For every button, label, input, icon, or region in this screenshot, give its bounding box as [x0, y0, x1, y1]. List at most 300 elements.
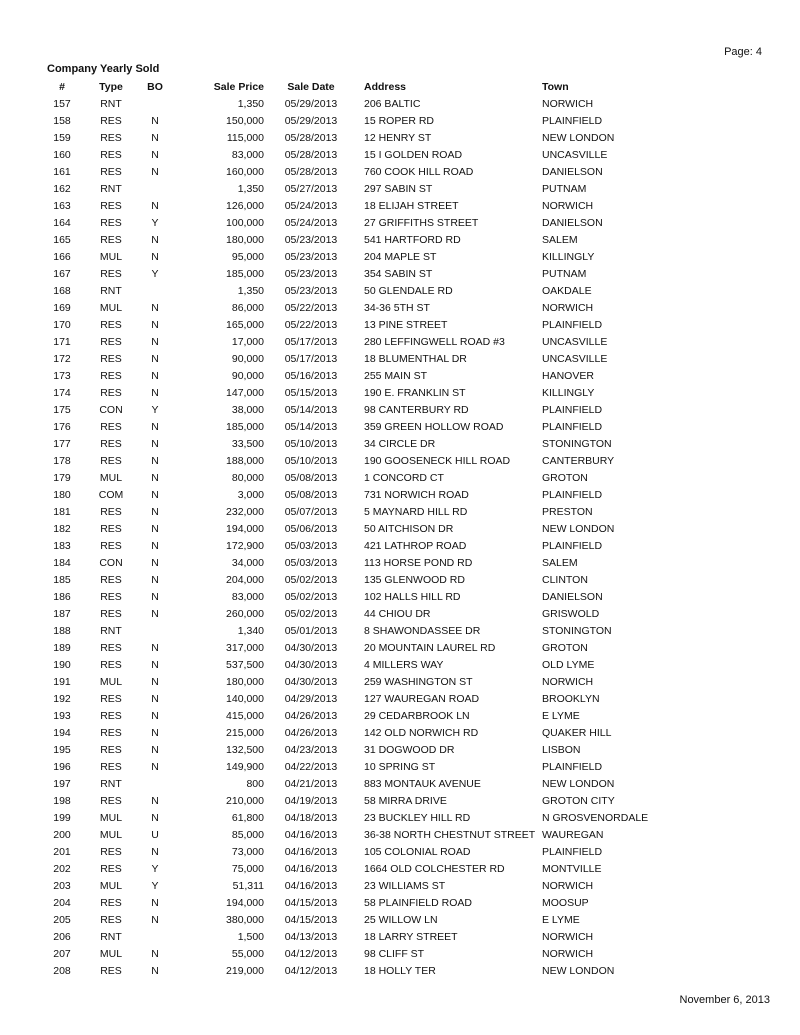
cell-number: 205 — [53, 913, 71, 926]
cell-address: 105 COLONIAL ROAD — [364, 845, 471, 858]
cell-sale-price: 73,000 — [231, 845, 264, 858]
cell-type: RES — [100, 539, 122, 552]
cell-bo: N — [151, 760, 159, 773]
cell-bo: N — [151, 335, 159, 348]
cell-address: 44 CHIOU DR — [364, 607, 431, 620]
cell-bo: N — [151, 369, 159, 382]
cell-bo: N — [151, 590, 159, 603]
cell-sale-date: 05/02/2013 — [284, 607, 338, 620]
cell-address: 25 WILLOW LN — [364, 913, 438, 926]
cell-number: 173 — [53, 369, 71, 382]
cell-number: 197 — [53, 777, 71, 790]
cell-sale-price: 115,000 — [226, 131, 264, 144]
cell-type: RES — [100, 913, 122, 926]
cell-address: 18 ELIJAH STREET — [364, 199, 459, 212]
cell-sale-price: 80,000 — [231, 471, 264, 484]
cell-sale-date: 05/15/2013 — [284, 386, 338, 399]
cell-address: 29 CEDARBROOK LN — [364, 709, 470, 722]
cell-number: 165 — [53, 233, 71, 246]
cell-town: PLAINFIELD — [542, 420, 603, 433]
cell-type: RES — [100, 896, 122, 909]
cell-bo: N — [151, 913, 159, 926]
cell-number: 161 — [53, 165, 71, 178]
cell-type: RES — [100, 658, 122, 671]
cell-address: 31 DOGWOOD DR — [364, 743, 455, 756]
cell-bo: N — [151, 114, 159, 127]
col-header-town: Town — [542, 80, 569, 93]
cell-sale-date: 04/23/2013 — [284, 743, 338, 756]
cell-bo: N — [151, 386, 159, 399]
cell-type: MUL — [99, 471, 123, 484]
cell-number: 191 — [53, 675, 71, 688]
cell-sale-date: 05/03/2013 — [284, 539, 338, 552]
table-row — [40, 146, 732, 163]
cell-town: NORWICH — [542, 930, 594, 943]
cell-type: RES — [100, 505, 122, 518]
cell-sale-date: 05/17/2013 — [284, 352, 338, 365]
cell-address: 12 HENRY ST — [364, 131, 432, 144]
cell-address: 142 OLD NORWICH RD — [364, 726, 479, 739]
cell-sale-date: 04/12/2013 — [284, 964, 338, 977]
report-title: Company Yearly Sold — [47, 63, 160, 75]
cell-type: RNT — [100, 284, 122, 297]
cell-sale-date: 05/28/2013 — [284, 165, 338, 178]
cell-bo: Y — [151, 216, 159, 229]
cell-bo: N — [151, 471, 159, 484]
cell-type: RES — [100, 369, 122, 382]
cell-sale-date: 05/10/2013 — [284, 437, 338, 450]
cell-sale-price: 61,800 — [231, 811, 264, 824]
cell-number: 157 — [53, 97, 71, 110]
cell-bo: N — [151, 488, 159, 501]
table-header-row — [40, 78, 732, 95]
cell-number: 186 — [53, 590, 71, 603]
cell-sale-date: 05/10/2013 — [284, 454, 338, 467]
cell-sale-date: 04/26/2013 — [284, 726, 338, 739]
table-row — [40, 316, 732, 333]
table-row — [40, 622, 732, 639]
cell-sale-date: 04/15/2013 — [284, 896, 338, 909]
cell-sale-price: 90,000 — [231, 369, 264, 382]
cell-sale-date: 04/16/2013 — [284, 879, 338, 892]
cell-town: NEW LONDON — [542, 522, 615, 535]
cell-number: 185 — [53, 573, 71, 586]
cell-sale-date: 04/30/2013 — [284, 658, 338, 671]
col-header-address: Address — [364, 80, 407, 93]
cell-sale-date: 05/23/2013 — [284, 284, 338, 297]
cell-sale-price: 3,000 — [237, 488, 264, 501]
cell-number: 196 — [53, 760, 71, 773]
cell-town: KILLINGLY — [542, 250, 595, 263]
cell-town: DANIELSON — [542, 216, 603, 229]
cell-sale-price: 380,000 — [226, 913, 264, 926]
cell-type: RNT — [100, 97, 122, 110]
cell-town: PLAINFIELD — [542, 488, 603, 501]
cell-address: 204 MAPLE ST — [364, 250, 437, 263]
cell-sale-date: 04/30/2013 — [284, 641, 338, 654]
table-row — [40, 724, 732, 741]
page-number: Page: 4 — [724, 46, 762, 58]
cell-sale-date: 05/14/2013 — [284, 420, 338, 433]
cell-town: GROTON — [542, 641, 588, 654]
cell-sale-price: 1,340 — [237, 624, 264, 637]
cell-sale-price: 215,000 — [226, 726, 264, 739]
cell-town: NORWICH — [542, 675, 594, 688]
cell-town: MONTVILLE — [542, 862, 602, 875]
cell-bo: N — [151, 556, 159, 569]
cell-sale-price: 33,500 — [231, 437, 264, 450]
cell-number: 184 — [53, 556, 71, 569]
cell-sale-price: 204,000 — [226, 573, 264, 586]
cell-sale-date: 05/07/2013 — [284, 505, 338, 518]
cell-number: 201 — [53, 845, 71, 858]
cell-bo: N — [151, 794, 159, 807]
cell-address: 8 SHAWONDASSEE DR — [364, 624, 481, 637]
cell-sale-price: 90,000 — [231, 352, 264, 365]
cell-type: RES — [100, 165, 122, 178]
cell-town: SALEM — [542, 233, 578, 246]
cell-address: 13 PINE STREET — [364, 318, 448, 331]
table-row — [40, 741, 732, 758]
cell-address: 15 ROPER RD — [364, 114, 435, 127]
cell-number: 189 — [53, 641, 71, 654]
table-row — [40, 95, 732, 112]
cell-sale-price: 34,000 — [231, 556, 264, 569]
cell-address: 18 LARRY STREET — [364, 930, 458, 943]
cell-sale-price: 17,000 — [231, 335, 264, 348]
cell-type: RNT — [100, 930, 122, 943]
cell-number: 200 — [53, 828, 71, 841]
table-row — [40, 231, 732, 248]
cell-town: CLINTON — [542, 573, 588, 586]
cell-town: NEW LONDON — [542, 964, 615, 977]
table-row — [40, 435, 732, 452]
cell-number: 180 — [53, 488, 71, 501]
cell-town: PLAINFIELD — [542, 760, 603, 773]
table-row — [40, 945, 732, 962]
table-row — [40, 282, 732, 299]
cell-type: MUL — [99, 675, 123, 688]
cell-sale-price: 1,350 — [237, 284, 264, 297]
cell-sale-price: 140,000 — [226, 692, 264, 705]
cell-sale-price: 194,000 — [226, 522, 264, 535]
cell-sale-date: 05/23/2013 — [284, 250, 338, 263]
cell-sale-price: 185,000 — [226, 420, 264, 433]
table-row — [40, 928, 732, 945]
cell-type: RES — [100, 794, 122, 807]
table-row — [40, 877, 732, 894]
cell-sale-date: 05/22/2013 — [284, 301, 338, 314]
cell-sale-price: 537,500 — [226, 658, 264, 671]
cell-type: RES — [100, 114, 122, 127]
cell-address: 20 MOUNTAIN LAUREL RD — [364, 641, 496, 654]
cell-town: PLAINFIELD — [542, 845, 603, 858]
cell-town: NORWICH — [542, 301, 594, 314]
cell-sale-price: 126,000 — [226, 199, 264, 212]
cell-number: 177 — [53, 437, 71, 450]
cell-number: 171 — [53, 335, 71, 348]
cell-sale-price: 185,000 — [226, 267, 264, 280]
cell-type: RNT — [100, 624, 122, 637]
cell-bo — [138, 928, 172, 945]
cell-sale-price: 147,000 — [226, 386, 264, 399]
table-row — [40, 911, 732, 928]
cell-sale-price: 95,000 — [231, 250, 264, 263]
cell-number: 207 — [53, 947, 71, 960]
cell-type: RNT — [100, 777, 122, 790]
cell-town: KILLINGLY — [542, 386, 595, 399]
cell-number: 181 — [53, 505, 71, 518]
sales-table — [40, 78, 732, 979]
cell-number: 187 — [53, 607, 71, 620]
table-row — [40, 469, 732, 486]
cell-bo — [138, 622, 172, 639]
cell-bo: N — [151, 505, 159, 518]
table-row — [40, 571, 732, 588]
cell-sale-date: 04/16/2013 — [284, 828, 338, 841]
cell-address: 259 WASHINGTON ST — [364, 675, 473, 688]
table-row — [40, 112, 732, 129]
table-row — [40, 656, 732, 673]
cell-bo: U — [151, 828, 159, 841]
cell-bo: N — [151, 692, 159, 705]
cell-address: 10 SPRING ST — [364, 760, 436, 773]
cell-town: DANIELSON — [542, 165, 603, 178]
cell-type: CON — [99, 403, 123, 416]
cell-address: 760 COOK HILL ROAD — [364, 165, 474, 178]
cell-sale-price: 100,000 — [226, 216, 264, 229]
table-row — [40, 197, 732, 214]
cell-sale-price: 83,000 — [231, 148, 264, 161]
cell-number: 178 — [53, 454, 71, 467]
cell-type: COM — [98, 488, 124, 501]
cell-bo — [138, 180, 172, 197]
cell-town: PLAINFIELD — [542, 318, 603, 331]
cell-sale-date: 05/08/2013 — [284, 488, 338, 501]
cell-address: 15 I GOLDEN ROAD — [364, 148, 463, 161]
cell-bo: N — [151, 845, 159, 858]
cell-sale-price: 86,000 — [231, 301, 264, 314]
cell-address: 421 LATHROP ROAD — [364, 539, 467, 552]
cell-town: STONINGTON — [542, 624, 612, 637]
cell-type: CON — [99, 556, 123, 569]
table-row — [40, 673, 732, 690]
cell-bo: N — [151, 709, 159, 722]
cell-sale-price: 85,000 — [231, 828, 264, 841]
cell-sale-date: 04/18/2013 — [284, 811, 338, 824]
cell-bo: N — [151, 675, 159, 688]
cell-bo: N — [151, 250, 159, 263]
cell-type: RES — [100, 709, 122, 722]
table-row — [40, 792, 732, 809]
cell-address: 206 BALTIC — [364, 97, 421, 110]
col-header-sale-date: Sale Date — [287, 80, 335, 93]
cell-sale-date: 05/27/2013 — [284, 182, 338, 195]
table-row — [40, 554, 732, 571]
cell-sale-date: 04/15/2013 — [284, 913, 338, 926]
cell-sale-price: 149,900 — [226, 760, 264, 773]
cell-sale-price: 83,000 — [231, 590, 264, 603]
cell-type: RES — [100, 335, 122, 348]
cell-bo: N — [151, 811, 159, 824]
cell-number: 166 — [53, 250, 71, 263]
cell-address: 541 HARTFORD RD — [364, 233, 461, 246]
cell-number: 170 — [53, 318, 71, 331]
cell-sale-price: 180,000 — [226, 233, 264, 246]
cell-type: RNT — [100, 182, 122, 195]
cell-sale-price: 415,000 — [226, 709, 264, 722]
cell-address: 190 E. FRANKLIN ST — [364, 386, 466, 399]
cell-town: HANOVER — [542, 369, 594, 382]
col-header-type: Type — [99, 80, 123, 93]
cell-town: UNCASVILLE — [542, 148, 608, 161]
cell-sale-date: 04/16/2013 — [284, 862, 338, 875]
cell-address: 98 CLIFF ST — [364, 947, 425, 960]
cell-sale-date: 04/26/2013 — [284, 709, 338, 722]
table-row — [40, 452, 732, 469]
cell-sale-date: 05/23/2013 — [284, 267, 338, 280]
table-row — [40, 826, 732, 843]
cell-address: 58 PLAINFIELD ROAD — [364, 896, 472, 909]
cell-address: 98 CANTERBURY RD — [364, 403, 469, 416]
cell-number: 193 — [53, 709, 71, 722]
table-row — [40, 486, 732, 503]
cell-address: 58 MIRRA DRIVE — [364, 794, 447, 807]
cell-address: 23 BUCKLEY HILL RD — [364, 811, 471, 824]
cell-type: RES — [100, 437, 122, 450]
cell-type: RES — [100, 760, 122, 773]
cell-address: 36-38 NORTH CHESTNUT STREET — [364, 828, 536, 841]
cell-town: NORWICH — [542, 947, 594, 960]
cell-bo: N — [151, 318, 159, 331]
table-row — [40, 333, 732, 350]
cell-number: 188 — [53, 624, 71, 637]
cell-number: 160 — [53, 148, 71, 161]
cell-town: NEW LONDON — [542, 777, 615, 790]
cell-sale-price: 232,000 — [226, 505, 264, 518]
cell-sale-date: 05/24/2013 — [284, 216, 338, 229]
col-header-sale-price: Sale Price — [213, 80, 264, 93]
table-row — [40, 350, 732, 367]
cell-address: 354 SABIN ST — [364, 267, 433, 280]
col-header-number: # — [59, 80, 65, 93]
cell-type: MUL — [99, 301, 123, 314]
cell-sale-price: 38,000 — [231, 403, 264, 416]
cell-town: GROTON — [542, 471, 588, 484]
cell-number: 168 — [53, 284, 71, 297]
cell-bo: N — [151, 454, 159, 467]
table-row — [40, 129, 732, 146]
cell-number: 195 — [53, 743, 71, 756]
cell-town: PLAINFIELD — [542, 114, 603, 127]
cell-address: 1664 OLD COLCHESTER RD — [364, 862, 505, 875]
cell-bo: N — [151, 420, 159, 433]
cell-number: 164 — [53, 216, 71, 229]
cell-address: 297 SABIN ST — [364, 182, 433, 195]
cell-type: RES — [100, 692, 122, 705]
cell-address: 23 WILLIAMS ST — [364, 879, 446, 892]
cell-sale-price: 55,000 — [231, 947, 264, 960]
cell-number: 206 — [53, 930, 71, 943]
cell-town: PLAINFIELD — [542, 403, 603, 416]
cell-sale-date: 05/28/2013 — [284, 131, 338, 144]
cell-town: MOOSUP — [542, 896, 589, 909]
cell-bo: N — [151, 522, 159, 535]
cell-type: RES — [100, 573, 122, 586]
cell-town: SALEM — [542, 556, 578, 569]
table-row — [40, 894, 732, 911]
cell-sale-price: 1,350 — [237, 97, 264, 110]
cell-bo: N — [151, 148, 159, 161]
cell-address: 5 MAYNARD HILL RD — [364, 505, 468, 518]
cell-sale-price: 132,500 — [226, 743, 264, 756]
cell-bo: N — [151, 437, 159, 450]
cell-type: RES — [100, 420, 122, 433]
cell-number: 159 — [53, 131, 71, 144]
cell-number: 203 — [53, 879, 71, 892]
cell-bo: N — [151, 539, 159, 552]
cell-bo — [138, 775, 172, 792]
cell-sale-date: 04/13/2013 — [284, 930, 338, 943]
cell-number: 172 — [53, 352, 71, 365]
cell-town: LISBON — [542, 743, 581, 756]
table-row — [40, 163, 732, 180]
cell-town: E LYME — [542, 913, 580, 926]
cell-address: 1 CONCORD CT — [364, 471, 444, 484]
cell-bo: Y — [151, 267, 159, 280]
cell-number: 176 — [53, 420, 71, 433]
cell-sale-price: 219,000 — [226, 964, 264, 977]
cell-bo: N — [151, 726, 159, 739]
cell-type: RES — [100, 148, 122, 161]
cell-town: NEW LONDON — [542, 131, 615, 144]
cell-type: RES — [100, 743, 122, 756]
cell-type: MUL — [99, 828, 123, 841]
cell-type: RES — [100, 233, 122, 246]
cell-address: 883 MONTAUK AVENUE — [364, 777, 481, 790]
cell-sale-price: 210,000 — [226, 794, 264, 807]
table-row — [40, 248, 732, 265]
cell-type: RES — [100, 607, 122, 620]
cell-town: UNCASVILLE — [542, 352, 608, 365]
cell-number: 167 — [53, 267, 71, 280]
cell-bo: N — [151, 352, 159, 365]
cell-address: 27 GRIFFITHS STREET — [364, 216, 479, 229]
cell-sale-date: 05/02/2013 — [284, 573, 338, 586]
cell-bo: N — [151, 947, 159, 960]
table-row — [40, 214, 732, 231]
cell-address: 190 GOOSENECK HILL ROAD — [364, 454, 511, 467]
cell-town: NORWICH — [542, 97, 594, 110]
cell-bo — [138, 282, 172, 299]
cell-sale-price: 194,000 — [226, 896, 264, 909]
cell-address: 280 LEFFINGWELL ROAD #3 — [364, 335, 505, 348]
cell-sale-price: 1,500 — [237, 930, 264, 943]
footer-date: November 6, 2013 — [679, 994, 770, 1006]
cell-town: BROOKLYN — [542, 692, 600, 705]
cell-type: RES — [100, 641, 122, 654]
cell-address: 127 WAUREGAN ROAD — [364, 692, 480, 705]
cell-address: 255 MAIN ST — [364, 369, 428, 382]
cell-town: E LYME — [542, 709, 580, 722]
table-row — [40, 299, 732, 316]
table-row — [40, 843, 732, 860]
cell-sale-price: 1,350 — [237, 182, 264, 195]
cell-address: 4 MILLERS WAY — [364, 658, 444, 671]
cell-sale-price: 188,000 — [226, 454, 264, 467]
cell-address: 34-36 5TH ST — [364, 301, 430, 314]
cell-town: UNCASVILLE — [542, 335, 608, 348]
